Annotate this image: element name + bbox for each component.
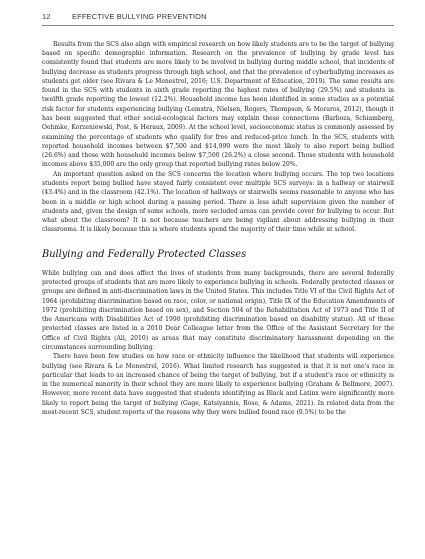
body-paragraph: While bullying can and does affect the lives of students from many backgrounds, there are several federally protected groups of students that are more likely to experience bullying in schools. Federally protected classes or groups are defined in anti-discrimination laws in the United States. This includes Title VI of the Civil Rights Act of 1964 (prohibiting discrimination based on race, color, or national origin), Title IX of the Education Amendments of 1972 (prohibiting discrimination based on sex), and Section 504 of the Rehabilitation Act of 1973 and Title II of the Americans with Disabilities Act of 1990 (prohibiting discrimination based on disability status). All of these protected classes are listed in a 2010 Dear Colleague letter from the Office of the Assistant Secretary for the Office of Civil Rights (Ali, 2010) as areas that may constitute discriminatory harassment depending on the circumstances surrounding bullying.: [42, 269, 394, 351]
running-title: EFFECTIVE BULLYING PREVENTION: [72, 12, 207, 21]
body-paragraph: Results from the SCS also align with empirical research on how likely students are to be the target of bullying based on specific demographic information. Research on the prevalence of bullying by grade level has consistently found that students are more likely to be involved in bullying during middle school, that incidents of bullying decrease as students progress through high school, and that the prevalence of cyberbullying increases as students get older (see Rivara & Le Menestrel, 2016; U.S. Department of Education, 2019). The same results are found in the SCS with students in sixth grade reporting the highest rates of bullying (29.5%) and students in twelfth grade reporting the lowest (12.2%). Household income has been identified in some studies as a potential risk factor for students experiencing bullying (Lemstra, Nielsen, Rogers, Thompson, & Moraros, 2012), though it has been suggested that other social-ecological factors may explain these connections (Barboza, Schiamberg, Oehmke, Korzeniewski, Post, & Heraux, 2009). At the school level, socioeconomic status is commonly assessed by examining the percentage of students who qualify for free and reduced-price lunch. In the SCS, students with reported household incomes between $7,500 and $14,999 were the most likely to also report being bullied (26.6%) and those with household incomes below $7,500 (26.2%) a close second. Those students with household incomes above $35,000 are the only group that reported bullying rates below 20%.: [42, 40, 394, 169]
running-header: [42, 12, 394, 21]
page-number: 12: [42, 12, 51, 21]
document-page: [42, 12, 394, 417]
body-paragraph: There have been few studies on how race or ethnicity influence the likelihood that students will experience bullying (see Rivara & Le Menestrel, 2016). What limited research has suggested is that it is not one's race in particular that leads to an increased chance of being the target of bullying, but if a student's race or ethnicity is in the numerical minority in their school they are more likely to experience bullying (Graham & Bellmore, 2007). However, more recent data have suggested that students identifying as Black and Latinx were significantly more likely to report being the target of bullying (Gage, Katsiyannis, Rose, & Adams, 2021). In related data from the most-recent SCS, student reports of the reasons why they were bullied found race (9.5%) to be the: [42, 353, 394, 416]
section-heading: Bullying and Federally Protected Classes: [42, 248, 247, 260]
header-divider: [42, 25, 394, 26]
body-paragraph: An important question asked on the SCS concerns the location where bullying occurs. The top two locations students report being bullied have stayed fairly consistent over multiple SCS surveys: in a hallway or stairwell (43.4%) and in the classroom (42.1%). The location of hallways or stairwells seems reasonable to anyone who has been in a middle or high school during a passing period. There is less adult supervision given the number of students and, given the design of some schools, more secluded areas can provide cover for bullying to occur. But what about the classroom? It is not because teachers are being vigilant about addressing bullying in their classrooms. It is likely because this is where students spend the majority of their time while at school.: [42, 170, 394, 234]
